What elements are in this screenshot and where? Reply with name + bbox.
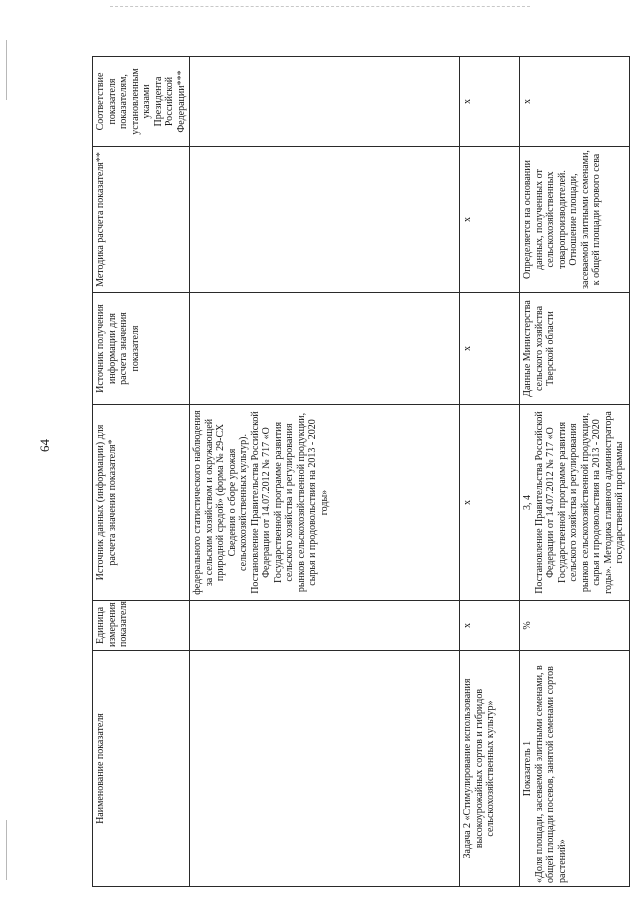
cell-compliance: х <box>520 57 630 147</box>
data-source-text: Постановление Правительства Российской Федерации от 14.07.2012 № 717 «О Государственной программе развития сельского хозяйства и регулирования рынков сельскохозяйственной продукции, сырья и продовольствия на 2013 - 2020 годы». Методика главного администратора государственной программы <box>533 411 625 594</box>
header-method: Методика расчета показателя** <box>93 147 190 293</box>
cell-data-source: х <box>460 405 520 601</box>
cell-unit: % <box>520 601 630 651</box>
table-row <box>460 57 520 887</box>
header-data-source: Источник данных (информации) для расчета значения показателя* <box>93 405 190 601</box>
indicator-table-wrapper <box>92 57 625 887</box>
header-name: Наименование показателя <box>93 651 190 887</box>
cell-compliance: х <box>460 57 520 147</box>
scan-edge-mark <box>6 40 7 100</box>
data-source-ref: 3, 4 <box>522 495 533 510</box>
cell-data-source: федерального статистического наблюдения за сельским хозяйством и окружающей природной средой» (форма № 29-СХ Сведения о сборе урожая сельскохозяйственных культур). Постановление Правительства Российской Федерации от 14.07.2012 № 717 «О Государственной программе развития сельского хозяйства и регулирования рынков сельскохозяйственной продукции, сырья и продовольствия на 2013 - 2020 годы» <box>190 405 460 601</box>
cell-name <box>190 651 460 887</box>
scan-edge-mark <box>6 820 7 880</box>
indicator-name: «Доля площади, засеваемой элитными семенами, в общей площади посевов, занятой семенами сортов растений» <box>533 665 568 883</box>
cell-unit: х <box>460 601 520 651</box>
table-row <box>520 57 630 887</box>
indicator-table <box>92 56 630 887</box>
cell-compliance <box>190 57 460 147</box>
table-row <box>190 57 460 887</box>
cell-unit <box>190 601 460 651</box>
cell-data-source <box>520 405 630 601</box>
cell-info-source: Данные Министерства сельского хозяйства Тверской области <box>520 293 630 405</box>
cell-task-name: Задача 2 «Стимулирование использования высокоурожайных сортов и гибридов сельскохозяйственных культур» <box>460 651 520 887</box>
cell-method: х <box>460 147 520 293</box>
header-unit: Единица измерения показателя <box>93 601 190 651</box>
cell-info-source: х <box>460 293 520 405</box>
header-info-source: Источник получения информации для расчета значения показателя <box>93 293 190 405</box>
indicator-title: Показатель 1 <box>522 740 533 797</box>
scan-edge-mark <box>110 6 530 7</box>
cell-info-source <box>190 293 460 405</box>
cell-method: Определяется на основании данных, полученных от сельскохозяйственных товаропроизводителей. Отношение площади, засеваемой элитными семенами, к общей площади ярового сева <box>520 147 630 293</box>
cell-indicator <box>520 651 630 887</box>
table-header-row <box>93 57 190 887</box>
header-compliance: Соответствие показателя показателям, установленным указами Президента Российской Федерации*** <box>93 57 190 147</box>
cell-method <box>190 147 460 293</box>
page-number: 64 <box>37 439 52 452</box>
